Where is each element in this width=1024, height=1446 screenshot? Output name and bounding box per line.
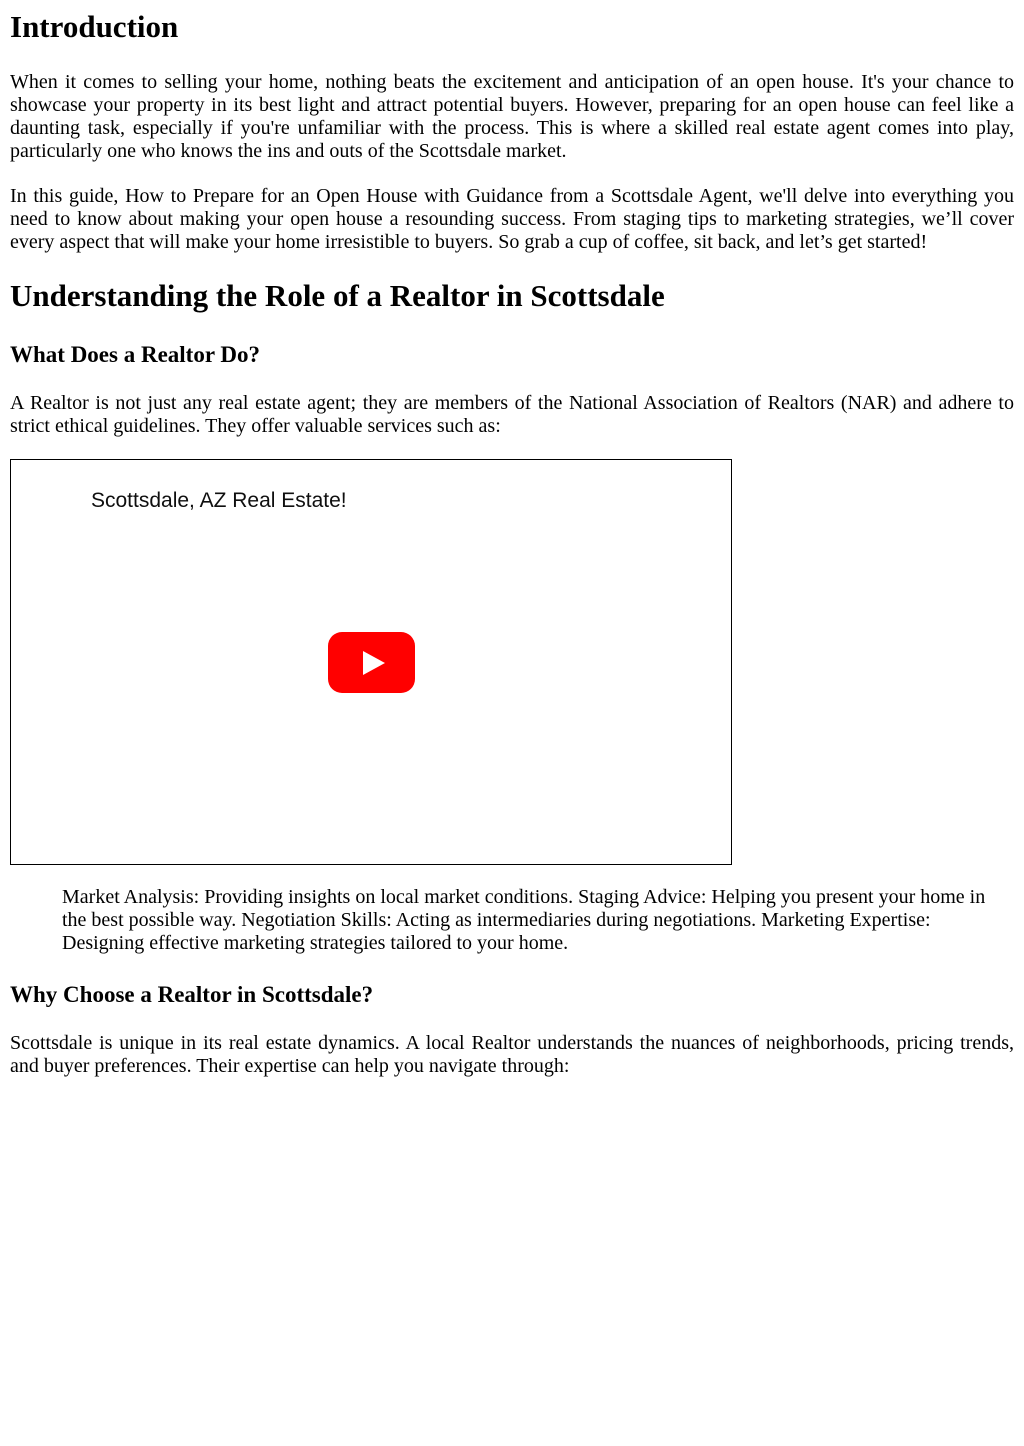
video-title[interactable]: Scottsdale, AZ Real Estate! xyxy=(91,489,347,512)
introduction-paragraph-2: In this guide, How to Prepare for an Open House with Guidance from a Scottsdale Agent, we'll delve into everything you need to know about making your open house a resounding success. From staging tips to marketing strategies, we’ll cover every aspect that will make your home irresistible to buyers. So grab a cup of coffee, sit back, and let’s get started! xyxy=(10,185,1014,253)
introduction-heading: Introduction xyxy=(10,9,179,44)
play-triangle-icon xyxy=(363,651,385,675)
what-realtor-does-heading: What Does a Realtor Do? xyxy=(10,342,260,367)
why-choose-realtor-paragraph: Scottsdale is unique in its real estate dynamics. A local Realtor understands the nuances of neighborhoods, pricing trends, and buyer preferences. Their expertise can help you navigate through: xyxy=(10,1032,1014,1077)
realtor-role-heading: Understanding the Role of a Realtor in Scottsdale xyxy=(10,278,665,313)
realtor-services-list: Market Analysis: Providing insights on local market conditions. Staging Advice: Helping you present your home in the best possible way. Negotiation Skills: Acting as intermediaries during negotiations. Marketing Expertise: Designing effective marketing strategies tailored to your home. xyxy=(62,886,986,954)
introduction-paragraph-1: When it comes to selling your home, nothing beats the excitement and anticipation of an open house. It's your chance to showcase your property in its best light and attract potential buyers. However, preparing for an open house can feel like a daunting task, especially if you're unfamiliar with the process. This is where a skilled real estate agent comes into play, particularly one who knows the ins and outs of the Scottsdale market. xyxy=(10,71,1014,162)
what-realtor-does-paragraph: A Realtor is not just any real estate agent; they are members of the National Association of Realtors (NAR) and adhere to strict ethical guidelines. They offer valuable services such as: xyxy=(10,392,1014,437)
youtube-play-icon[interactable] xyxy=(328,632,415,693)
why-choose-realtor-heading: Why Choose a Realtor in Scottsdale? xyxy=(10,982,374,1007)
video-embed[interactable] xyxy=(10,459,732,865)
